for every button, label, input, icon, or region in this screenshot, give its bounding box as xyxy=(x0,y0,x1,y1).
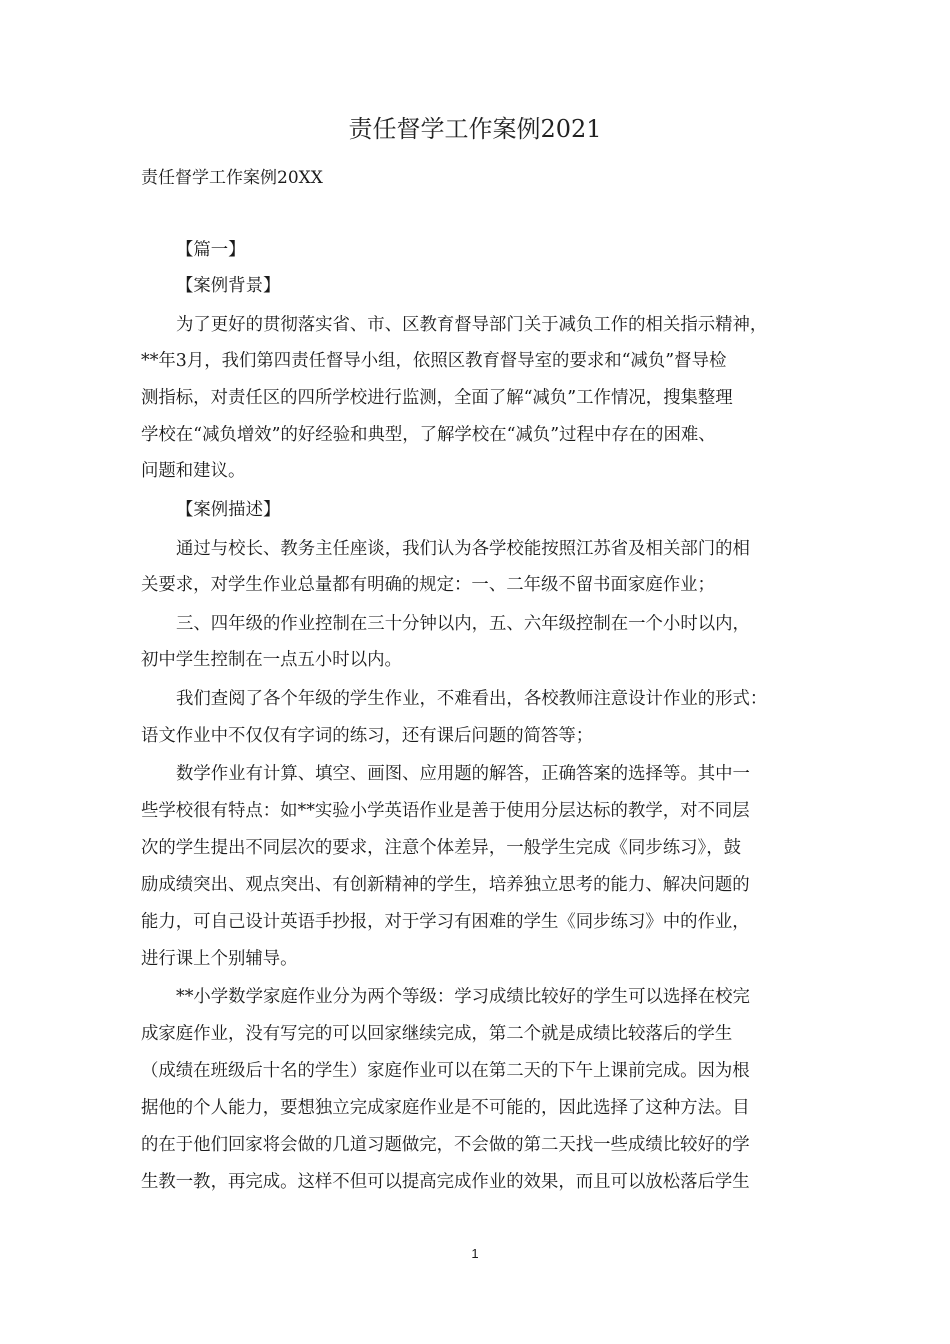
text-line: 问题和建议。 xyxy=(141,461,246,481)
text-line: 的在于他们回家将会做的几道习题做完，不会做的第二天找一些成绩比较好的学 xyxy=(141,1135,750,1155)
text-line: 为了更好的贯彻落实省、市、区教育督导部门关于减负工作的相关指示精神， xyxy=(176,315,768,335)
text-line: 关要求，对学生作业总量都有明确的规定：一、二年级不留书面家庭作业； xyxy=(141,575,715,595)
text-line: 些学校很有特点：如**实验小学英语作业是善于使用分层达标的教学，对不同层 xyxy=(141,801,750,821)
text-line: **小学数学家庭作业分为两个等级：学习成绩比较好的学生可以选择在校完 xyxy=(176,987,750,1007)
text-line: 数学作业有计算、填空、画图、应用题的解答，正确答案的选择等。其中一 xyxy=(176,764,750,784)
text-line: （成绩在班级后十名的学生）家庭作业可以在第二天的下午上课前完成。因为根 xyxy=(141,1061,750,1081)
text-line: 次的学生提出不同层次的要求，注意个体差异，一般学生完成《同步练习》，鼓 xyxy=(141,838,741,858)
text-line: 据他的个人能力，要想独立完成家庭作业是不可能的，因此选择了这种方法。目 xyxy=(141,1098,750,1118)
text-line: 能力，可自己设计英语手抄报，对于学习有困难的学生《同步练习》中的作业， xyxy=(141,912,750,932)
page-title: 责任督学工作案例2021 xyxy=(348,115,602,143)
text-line: 初中学生控制在一点五小时以内。 xyxy=(141,650,402,670)
text-line: **年3月，我们第四责任督导小组，依照区教育督导室的要求和“减负”督导检 xyxy=(141,351,727,371)
text-line: 【篇一】 xyxy=(176,240,246,260)
text-line: 【案例描述】 xyxy=(176,500,281,520)
text-line: 我们查阅了各个年级的学生作业，不难看出，各校教师注意设计作业的形式： xyxy=(176,689,768,709)
text-line: 三、四年级的作业控制在三十分钟以内，五、六年级控制在一个小时以内， xyxy=(176,614,750,634)
text-line: 【案例背景】 xyxy=(176,276,281,296)
text-line: 进行课上个别辅导。 xyxy=(141,949,298,969)
page-number: 1 xyxy=(471,1246,479,1261)
text-line: 测指标，对责任区的四所学校进行监测，全面了解“减负”工作情况，搜集整理 xyxy=(141,388,733,408)
text-line: 励成绩突出、观点突出、有创新精神的学生，培养独立思考的能力、解决问题的 xyxy=(141,875,750,895)
text-line: 生教一教，再完成。这样不但可以提高完成作业的效果，而且可以放松落后学生 xyxy=(141,1172,750,1192)
text-line: 语文作业中不仅仅有字词的练习，还有课后问题的简答等； xyxy=(141,726,594,746)
text-line: 通过与校长、教务主任座谈，我们认为各学校能按照江苏省及相关部门的相 xyxy=(176,539,750,559)
page-subtitle: 责任督学工作案例20XX xyxy=(141,168,323,188)
text-line: 学校在“减负增效”的好经验和典型，了解学校在“减负”过程中存在的困难、 xyxy=(141,425,716,445)
text-line: 成家庭作业，没有写完的可以回家继续完成，第二个就是成绩比较落后的学生 xyxy=(141,1024,733,1044)
